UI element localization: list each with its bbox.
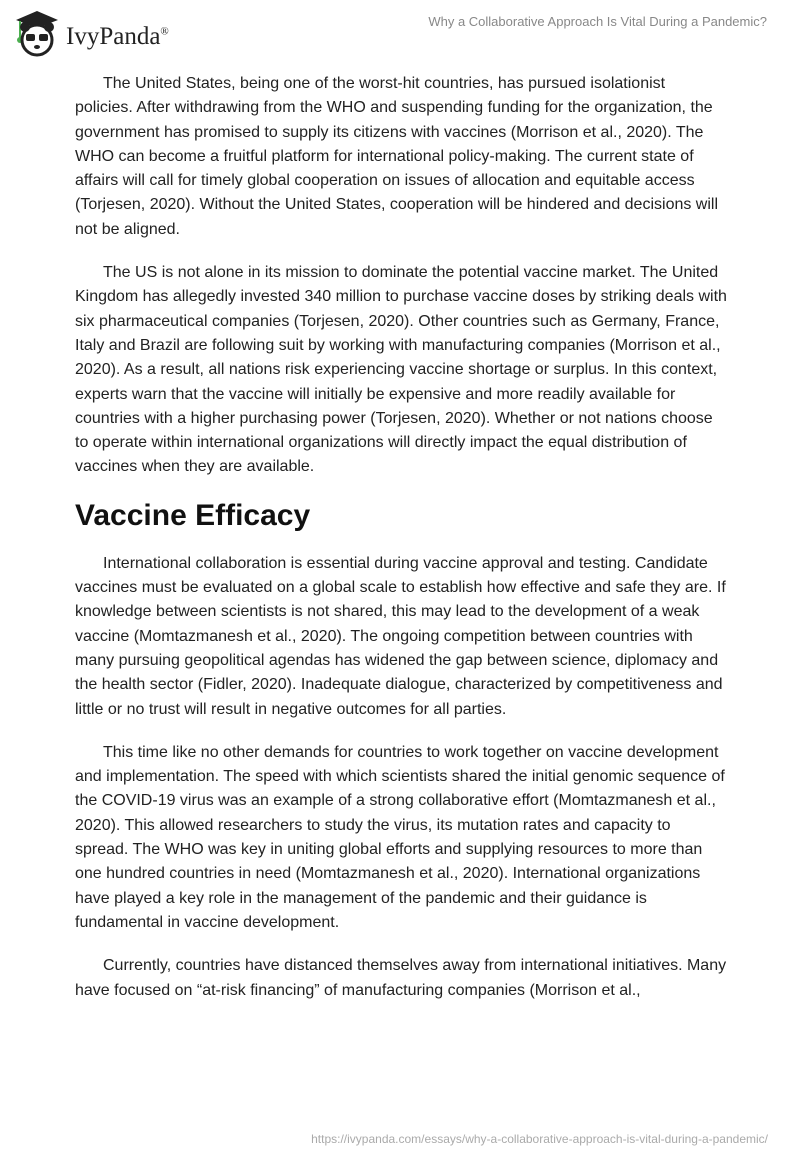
page-header xyxy=(0,0,800,60)
logo-text: IvyPanda xyxy=(66,23,161,50)
source-url[interactable]: https://ivypanda.com/essays/why-a-collaborative-approach-is-vital-during-a-pandemic/ xyxy=(311,1132,768,1146)
section-heading: Vaccine Efficacy xyxy=(75,498,311,532)
paragraph: International collaboration is essential during vaccine approval and testing. Candidate vaccines must be evaluated on a global scale to establish how effective and safe they are. If knowledge between scientists is not shared, this may lead to the development of a weak vaccine (Momtazmanesh et al., 2020). The ongoing competition between countries with many pursuing geopolitical agendas has widened the gap between science, diplomacy and the health sector (Fidler, 2020). Inadequate dialogue, characterized by competitiveness and little or no trust will result in negative outcomes for all parties. xyxy=(75,554,726,718)
registered-mark: ® xyxy=(160,25,169,38)
paragraph: The US is not alone in its mission to dominate the potential vaccine market. The United Kingdom has allegedly invested 340 million to purchase vaccine doses by striking deals with six pharmaceutical companies (Torjesen, 2020). Other countries such as Germany, France, Italy and Brazil are following suit by working with manufacturing companies (Morrison et al., 2020). As a result, all nations risk experiencing vaccine shortage or surplus. In this context, experts warn that the vaccine will initially be expensive and more readily available for countries with a higher purchasing power (Torjesen, 2020). Whether or not nations choose to operate within international organizations will directly impact the equal distribution of vaccines when they are available. xyxy=(75,264,727,476)
document-title: Why a Collaborative Approach Is Vital During a Pandemic? xyxy=(428,14,767,29)
paragraph: Currently, countries have distanced themselves away from international initiatives. Many have focused on “at-risk financing” of manufacturing companies (Morrison et al., xyxy=(75,957,727,999)
panda-graduate-icon xyxy=(12,8,62,58)
paragraph: The United States, being one of the worst-hit countries, has pursued isolationist policies. After withdrawing from the WHO and suspending funding for the organization, the government has promised to supply its citizens with vaccines (Morrison et al., 2020). The WHO can become a fruitful platform for international policy-making. The current state of affairs will call for timely global cooperation on issues of allocation and equitable access (Torjesen, 2020). Without the United States, cooperation will be hindered and decisions will not be aligned. xyxy=(75,75,719,238)
paragraph: This time like no other demands for countries to work together on vaccine development and implementation. The speed with which scientists shared the initial genomic sequence of the COVID-19 virus was an example of a strong collaborative effort (Momtazmanesh et al., 2020). This allowed researchers to study the virus, its mutation rates and capacity to spread. The WHO was key in uniting global efforts and supplying resources to more than one hundred countries in need (Momtazmanesh et al., 2020). International organizations have played a key role in the management of the pandemic and their guidance is fundamental in vaccine development. xyxy=(75,743,725,931)
essay-body xyxy=(75,72,727,1022)
ivypanda-logo[interactable] xyxy=(12,8,169,58)
